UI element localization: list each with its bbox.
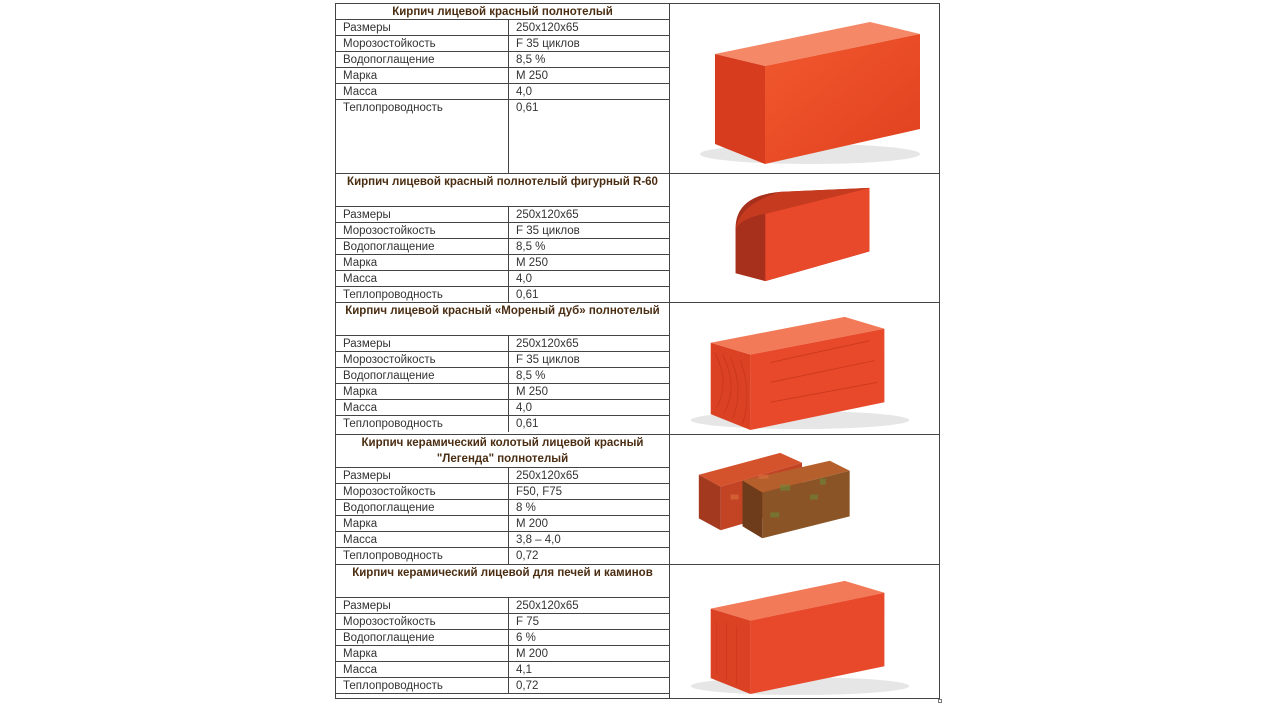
spec-label: Марка bbox=[336, 255, 509, 270]
spec-value: 250х120х65 bbox=[516, 209, 579, 221]
spec-row-grade bbox=[336, 646, 669, 662]
spec-row-water bbox=[336, 630, 669, 646]
spec-value: 250х120х65 bbox=[516, 470, 579, 482]
spec-label: Масса bbox=[336, 271, 509, 286]
split-brick-pair-icon bbox=[670, 435, 939, 564]
spec-row-mass bbox=[336, 84, 669, 100]
spec-row-grade bbox=[336, 516, 669, 532]
spec-label: Масса bbox=[336, 662, 509, 677]
spec-row-mass bbox=[336, 662, 669, 678]
spec-label: Водопоглащение bbox=[336, 368, 509, 383]
product-title: Кирпич лицевой красный полнотелый bbox=[336, 4, 669, 20]
spec-value: М 250 bbox=[516, 386, 548, 398]
spec-row-size bbox=[336, 207, 669, 223]
spec-row-size bbox=[336, 20, 669, 36]
spec-value: F 75 bbox=[516, 616, 540, 628]
spec-value: 8,5 % bbox=[516, 54, 546, 66]
spec-row-water bbox=[336, 500, 669, 516]
spec-row-size bbox=[336, 598, 669, 614]
red-brick-stove-icon bbox=[670, 565, 939, 698]
spec-row-grade bbox=[336, 68, 669, 84]
spec-label: Теплопроводность bbox=[336, 416, 509, 432]
spec-row-frost bbox=[336, 484, 669, 500]
spec-label: Размеры bbox=[336, 598, 509, 613]
spec-row-size bbox=[336, 468, 669, 484]
resize-handle-icon bbox=[938, 699, 942, 703]
spec-value: 8,5 % bbox=[516, 370, 546, 382]
spec-row-water bbox=[336, 239, 669, 255]
product-title: Кирпич керамический лицевой для печей и каминов bbox=[336, 565, 669, 598]
specification-table bbox=[335, 3, 940, 699]
spec-value: 4,0 bbox=[516, 402, 532, 414]
spec-value: 250х120х65 bbox=[516, 600, 579, 612]
spec-label: Морозостойкость bbox=[336, 614, 509, 629]
spec-label: Теплопроводность bbox=[336, 100, 509, 173]
spec-row-thermal bbox=[336, 287, 669, 303]
spec-value: F50, F75 bbox=[516, 486, 563, 498]
spec-value: 0,61 bbox=[516, 289, 539, 301]
spec-label: Размеры bbox=[336, 20, 509, 35]
spec-row-size bbox=[336, 336, 669, 352]
spec-label: Марка bbox=[336, 516, 509, 531]
spec-value: F 35 циклов bbox=[516, 354, 580, 366]
spec-value: 250х120х65 bbox=[516, 338, 579, 350]
spec-value: 8,5 % bbox=[516, 241, 546, 253]
spec-row-thermal bbox=[336, 100, 669, 173]
product-block-5 bbox=[336, 564, 939, 698]
product-title: Кирпич керамический колотый лицевой красный "Легенда" полнотелый bbox=[336, 435, 669, 468]
spec-value: 0,61 bbox=[516, 102, 539, 114]
spec-row-grade bbox=[336, 384, 669, 400]
spec-row-frost bbox=[336, 352, 669, 368]
spec-value: М 250 bbox=[516, 257, 548, 269]
spec-label: Масса bbox=[336, 532, 509, 547]
spec-label: Размеры bbox=[336, 336, 509, 351]
spec-value: 4,0 bbox=[516, 273, 532, 285]
spec-label: Марка bbox=[336, 68, 509, 83]
spec-value: F 35 циклов bbox=[516, 38, 580, 50]
red-brick-rounded-icon bbox=[670, 174, 939, 302]
spec-label: Теплопроводность bbox=[336, 548, 509, 564]
product-block-4 bbox=[336, 434, 939, 564]
spec-value: 250х120х65 bbox=[516, 22, 579, 34]
product-specs bbox=[336, 565, 670, 698]
spec-row-water bbox=[336, 368, 669, 384]
spec-label: Водопоглащение bbox=[336, 500, 509, 515]
red-brick-wood-texture-icon bbox=[670, 303, 939, 434]
spec-label: Морозостойкость bbox=[336, 36, 509, 51]
spec-row-thermal bbox=[336, 548, 669, 564]
spec-value: 0,61 bbox=[516, 418, 539, 430]
spec-label: Водопоглащение bbox=[336, 239, 509, 254]
spec-label: Масса bbox=[336, 400, 509, 415]
red-brick-solid-icon bbox=[670, 4, 939, 173]
product-block-2 bbox=[336, 173, 939, 302]
spec-value: 0,72 bbox=[516, 550, 539, 562]
spec-value: 4,0 bbox=[516, 86, 532, 98]
spec-label: Размеры bbox=[336, 468, 509, 483]
product-block-3 bbox=[336, 302, 939, 434]
spec-value: М 200 bbox=[516, 518, 548, 530]
spec-row-mass bbox=[336, 532, 669, 548]
spec-value: М 250 bbox=[516, 70, 548, 82]
spec-row-mass bbox=[336, 271, 669, 287]
spec-value: 8 % bbox=[516, 502, 536, 514]
spec-label: Морозостойкость bbox=[336, 223, 509, 238]
spec-value: 3,8 – 4,0 bbox=[516, 534, 561, 546]
product-block-1 bbox=[336, 4, 939, 173]
product-specs bbox=[336, 435, 670, 564]
spec-row-mass bbox=[336, 400, 669, 416]
product-title: Кирпич лицевой красный полнотелый фигурный R-60 bbox=[336, 174, 669, 207]
spec-label: Марка bbox=[336, 384, 509, 399]
spec-label: Размеры bbox=[336, 207, 509, 222]
spec-row-water bbox=[336, 52, 669, 68]
spec-label: Морозостойкость bbox=[336, 352, 509, 367]
spec-label: Водопоглащение bbox=[336, 52, 509, 67]
product-specs bbox=[336, 174, 670, 302]
spec-label: Теплопроводность bbox=[336, 678, 509, 693]
product-specs bbox=[336, 4, 670, 173]
spec-label: Морозостойкость bbox=[336, 484, 509, 499]
spec-row-thermal bbox=[336, 416, 669, 432]
spec-row-frost bbox=[336, 614, 669, 630]
spec-value: М 200 bbox=[516, 648, 548, 660]
spec-row-thermal bbox=[336, 678, 669, 694]
spec-value: F 35 циклов bbox=[516, 225, 580, 237]
spec-row-grade bbox=[336, 255, 669, 271]
spec-label: Водопоглащение bbox=[336, 630, 509, 645]
spec-label: Марка bbox=[336, 646, 509, 661]
product-title: Кирпич лицевой красный «Мореный дуб» полнотелый bbox=[336, 303, 669, 336]
spec-value: 0,72 bbox=[516, 680, 539, 692]
spec-row-frost bbox=[336, 223, 669, 239]
spec-row-frost bbox=[336, 36, 669, 52]
spec-label: Масса bbox=[336, 84, 509, 99]
spec-label: Теплопроводность bbox=[336, 287, 509, 303]
spec-value: 4,1 bbox=[516, 664, 532, 676]
product-specs bbox=[336, 303, 670, 434]
spec-value: 6 % bbox=[516, 632, 536, 644]
